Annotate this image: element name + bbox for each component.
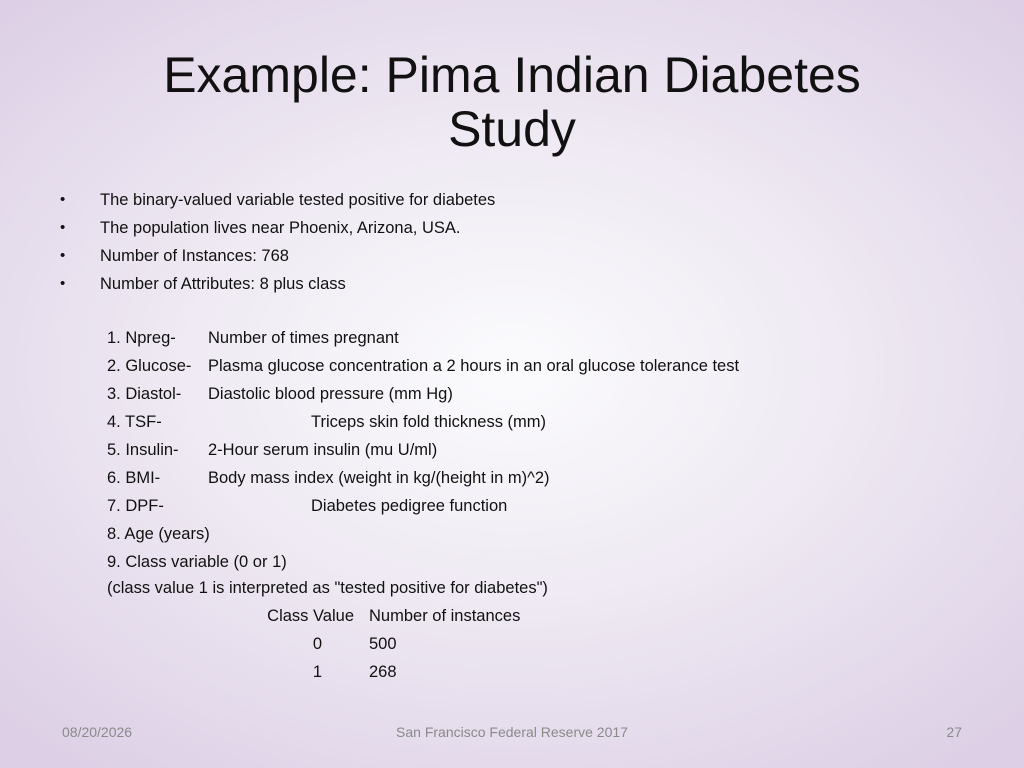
class-value-header: Class Value	[267, 607, 354, 625]
attribute-desc: Plasma glucose concentration a 2 hours in an oral glucose tolerance test	[208, 357, 740, 375]
bullet-text: Number of Instances: 768	[100, 247, 289, 265]
attribute-desc: Diastolic blood pressure (mm Hg)	[208, 385, 453, 403]
attribute-key: 1. Npreg-	[107, 329, 176, 347]
attribute-key: 6. BMI-	[107, 469, 161, 487]
attribute-desc: 2-Hour serum insulin (mu U/ml)	[208, 441, 438, 459]
attribute-key: 2. Glucose-	[107, 357, 192, 375]
bullet-list	[60, 186, 495, 298]
attribute-key: 3. Diastol-	[107, 385, 182, 403]
attribute-key: 4. TSF-	[107, 413, 162, 431]
bullet-text: The population lives near Phoenix, Arizona, USA.	[100, 219, 461, 237]
attribute-desc: Body mass index (weight in kg/(height in m)^2)	[208, 469, 550, 487]
attribute-desc: Triceps skin fold thickness (mm)	[311, 413, 547, 431]
bullet-dot-icon: •	[60, 191, 66, 208]
attribute-desc: Diabetes pedigree function	[311, 497, 508, 515]
attribute-key: 9. Class variable (0 or 1)	[107, 553, 287, 571]
instances-cell: 268	[369, 663, 397, 681]
bullet-item	[60, 186, 495, 214]
class-value-cell: 1	[312, 663, 322, 681]
bullet-dot-icon: •	[60, 219, 66, 236]
bullet-dot-icon: •	[60, 247, 66, 264]
attribute-desc: Number of times pregnant	[208, 329, 399, 347]
attribute-key: 5. Insulin-	[107, 441, 179, 459]
slide-title: Example: Pima Indian Diabetes Study	[163, 47, 861, 157]
footer-source: San Francisco Federal Reserve 2017	[396, 724, 628, 740]
instances-cell: 500	[369, 635, 397, 653]
bullet-text: The binary-valued variable tested positive for diabetes	[100, 191, 496, 209]
class-note: (class value 1 is interpreted as "tested positive for diabetes")	[107, 579, 548, 597]
slide-number: 27	[946, 724, 962, 740]
footer-date: 08/20/2026	[62, 724, 133, 740]
bullet-dot-icon: •	[60, 275, 66, 292]
attribute-key: 8. Age (years)	[107, 525, 210, 543]
bullet-text: Number of Attributes: 8 plus class	[100, 275, 346, 293]
instances-header: Number of instances	[369, 607, 521, 625]
attribute-key: 7. DPF-	[107, 497, 164, 515]
class-value-cell: 0	[312, 635, 322, 653]
bullet-item	[60, 270, 495, 298]
bullet-item	[60, 214, 495, 242]
bullet-item	[60, 242, 495, 270]
